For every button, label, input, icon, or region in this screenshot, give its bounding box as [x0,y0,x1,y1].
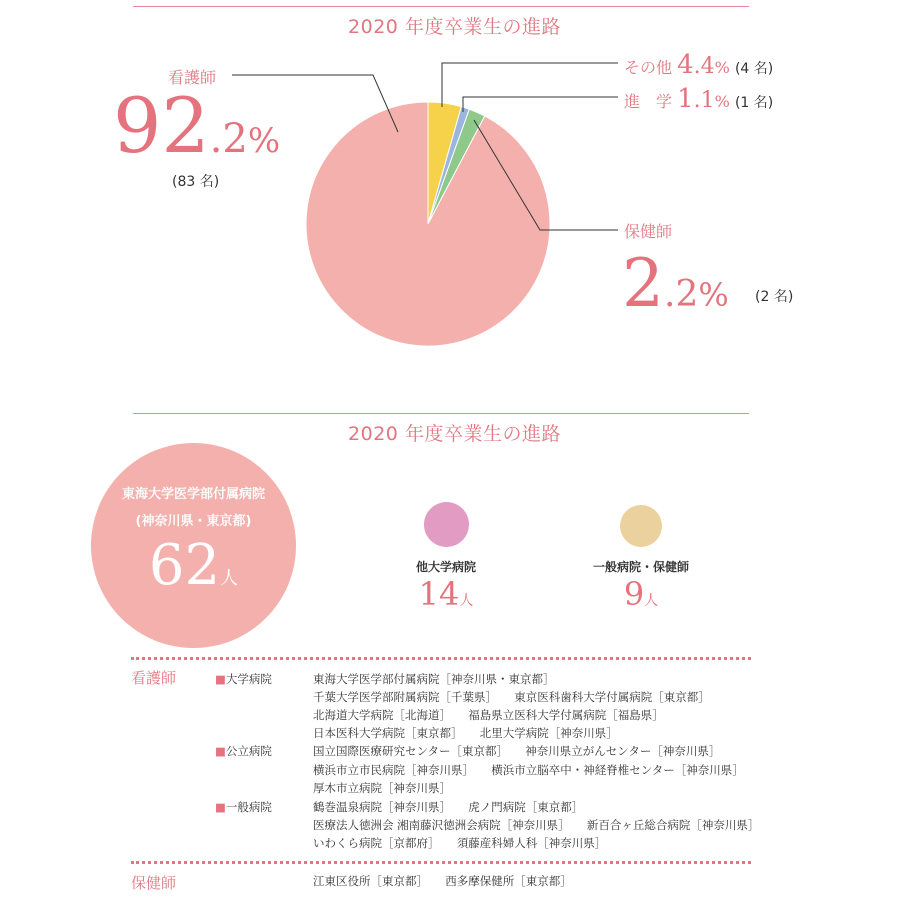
list-line: 国立国際医療研究センター［東京都］ 神奈川県立がんセンター［神奈川県］ [313,744,721,758]
slice-percent-other-int: 4 [677,50,694,80]
list-line: 横浜市立市民病院［神奈川県］ 横浜市立脳卒中・神経脊椎センター［神奈川県］ [313,763,744,777]
category-health: 保健師 [131,874,177,892]
slice-count-advance: (1 名) [734,95,774,111]
slice-nurse [306,102,550,346]
bullet-square-icon: ■ [215,672,226,686]
list-line: 厚木市立病院［神奈川県］ [313,781,451,795]
subcategory-university [215,671,272,687]
bubble-general-count [566,575,716,613]
bubble-tokai-area: (神奈川県・東京都) [135,514,252,529]
slice-tag-advance [624,84,773,114]
percent-dec: .2 [209,116,248,162]
list-line: 医療法人徳洲会 湘南藤沢徳洲会病院［神奈川県］ 新百合ヶ丘総合病院［神奈川県］ [313,818,760,832]
list-line: 東海大学医学部付属病院［神奈川県・東京都］ [313,672,555,686]
slice-label-health: 保健師 [624,222,673,241]
slice-count-nurse: (83 名) [172,174,220,190]
subcategory-general [215,799,272,815]
percent-unit: % [247,121,281,161]
leader-line-advance [463,97,618,112]
section2-top-rule [133,413,749,414]
percent-int: 2 [622,245,664,322]
slice-percent-advance-int: 1 [677,84,694,114]
slice-count-other: (4 名) [734,61,774,77]
subcategory-label: 公立病院 [225,744,272,758]
bubble-tokai-text [91,483,296,598]
bubble-general [620,505,662,547]
slice-label-nurse: 看護師 [168,68,217,87]
pie-slices [306,102,550,346]
count-value: 9 [623,575,645,613]
list-line: 千葉大学医学部附属病院［千葉県］ 東京医科歯科大学付属病院［東京都］ [313,690,710,704]
list-divider-middle [131,861,751,864]
percent-unit: % [698,276,729,314]
bubble-other-univ-count [371,575,521,613]
bullet-square-icon: ■ [215,800,226,814]
count-unit: 人 [220,568,239,589]
bubble-other-univ [424,502,469,547]
bubble-tokai-name: 東海大学医学部付属病院 [121,487,265,502]
bullet-square-icon: ■ [215,744,226,758]
slice-tag-other [624,50,773,80]
slice-percent-other-dec: .4 [693,54,715,79]
leader-line-other [442,63,618,107]
slice-percent-advance-unit: % [714,92,730,111]
section1-title: 2020 年度卒業生の進路 [348,16,561,38]
count-unit: 人 [459,593,474,609]
subcategory-public [215,743,272,759]
percent-int: 92 [113,81,210,170]
list-divider-top [131,657,751,660]
list-line: 日本医科大学病院［東京都］ 北里大学病院［神奈川県］ [313,726,618,740]
bubble-other-univ-text [371,558,521,613]
slice-percent-other-unit: % [714,58,730,77]
slice-percent-health [622,245,729,322]
bubble-general-name: 一般病院・保健師 [592,560,689,574]
slice-label-other: その他 [624,58,673,77]
list-line: いわくら病院［京都府］ 須藤産科婦人科［神奈川県］ [313,836,607,850]
slice-percent-nurse [113,81,281,170]
bubble-other-univ-name: 他大学病院 [415,560,476,574]
subcategory-label: 大学病院 [225,672,272,686]
slice-label-advance: 進 学 [624,92,673,111]
category-nurse: 看護師 [131,669,177,687]
list-line: 北海道大学病院［北海道］ 福島県立医科大学付属病院［福島県］ [313,708,664,722]
bubble-tokai-count [91,533,296,598]
count-value: 14 [418,575,460,613]
bubble-general-text [566,558,716,613]
count-unit: 人 [644,593,659,609]
list-line: 鶴巻温泉病院［神奈川県］ 虎ノ門病院［東京都］ [313,800,584,814]
subcategory-label: 一般病院 [225,800,272,814]
section2-title: 2020 年度卒業生の進路 [348,423,561,445]
slice-percent-advance-dec: .1 [693,88,715,113]
percent-dec: .2 [664,274,699,315]
list-line: 江東区役所［東京都］ 西多摩保健所［東京都］ [313,874,572,888]
count-value: 62 [148,533,221,598]
slice-count-health: (2 名) [755,289,794,305]
